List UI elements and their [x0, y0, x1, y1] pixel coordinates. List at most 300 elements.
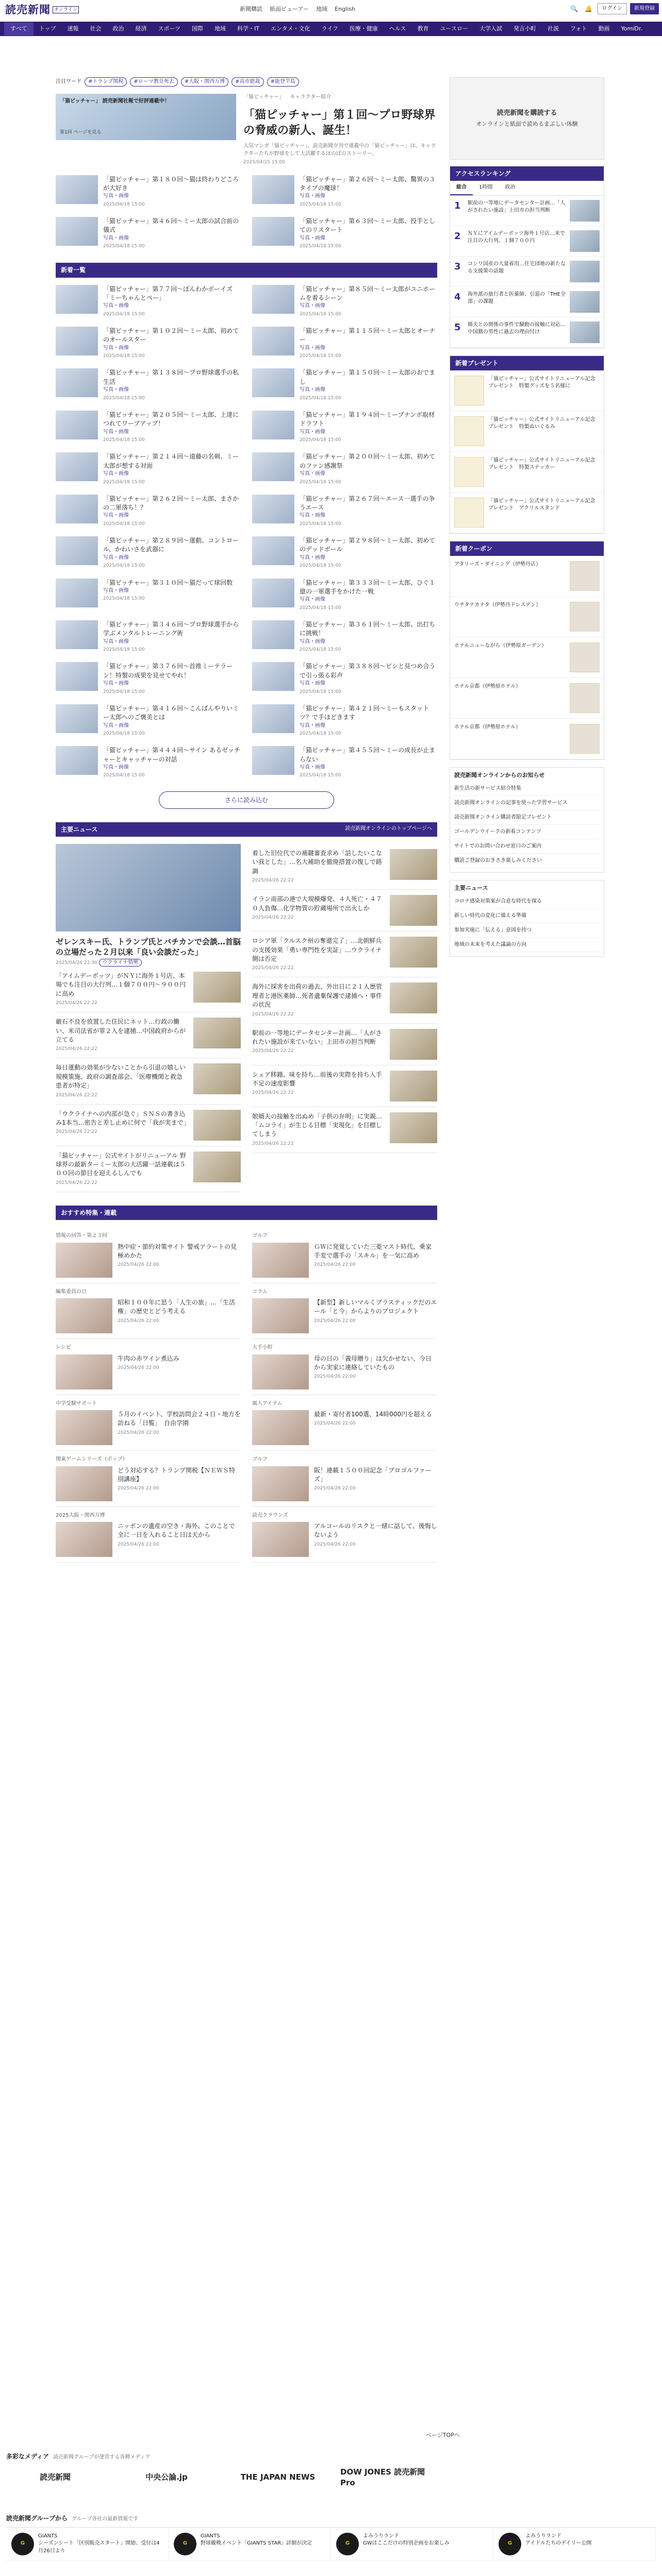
ranking-item[interactable] — [450, 257, 604, 287]
ranking-tab[interactable]: 総合 — [450, 181, 473, 195]
coupon-title[interactable]: ウチタナカナタ（伊勢丹ドレスデン） — [454, 602, 541, 608]
photo-badge: 写真・画像 — [300, 554, 325, 561]
article-card[interactable] — [56, 285, 241, 317]
coupon-title[interactable]: アタリーズ・ダイニング（伊勢丹店） — [454, 562, 541, 568]
feature-text — [314, 1522, 437, 1557]
news-thumbnail[interactable] — [193, 1018, 241, 1048]
article-title[interactable]: 「猫ピッチャー」第７７回～ぼんわかボーイズ「ミーちゃんとペー」 — [103, 285, 233, 301]
article-card[interactable] — [252, 452, 437, 485]
header-link-subscribe[interactable]: 新聞購読 — [240, 6, 262, 12]
article-title[interactable]: 「猫ピッチャー」第２１４回～遠藤の名刺、ミー太郎が想する対面 — [103, 453, 239, 469]
feature-title[interactable]: 母の日の「義母贈り」は欠かせない、今日から実家に連絡していたもの — [314, 1354, 432, 1371]
news-lead-title[interactable]: ゼレンスキー氏、トランプ氏とバチカンで会談…首脳の立場だった２月以来「良い会談だった」 — [56, 937, 241, 957]
nav-item[interactable]: ユースロー — [440, 25, 469, 32]
register-button[interactable]: 新規登録 — [630, 3, 659, 14]
coupon-thumbnail[interactable] — [570, 724, 600, 754]
side-list-item[interactable]: 読売新聞オンラインの記事を使った学習サービス — [454, 796, 600, 810]
article-card[interactable] — [252, 620, 437, 653]
feature-thumbnail[interactable] — [56, 1466, 112, 1501]
article-card[interactable] — [252, 327, 437, 359]
article-title[interactable]: 「猫ピッチャー」第４４４回～サイン あるゼッチャーとキャッチャーの対話 — [103, 747, 240, 763]
feature-thumbnail[interactable] — [252, 1410, 309, 1445]
ranking-item[interactable] — [450, 287, 604, 317]
group-item[interactable] — [331, 2528, 493, 2561]
news-item[interactable] — [56, 967, 241, 1012]
news-title[interactable]: 「ウクライナへの内部が急ぐ」ＳＮＳの書き込み1本当…密告と差し止めに何で「我が実まで」 — [56, 1110, 190, 1127]
page-top-link[interactable]: ページTOPへ — [426, 2432, 460, 2438]
article-title[interactable]: 「猫ピッチャー」第３３３回～ミー太郎、ひぐ１億の一軍選手をかけた一戦 — [300, 579, 436, 595]
news-item[interactable] — [252, 844, 437, 890]
news-item[interactable] — [252, 890, 437, 931]
coupon-thumbnail[interactable] — [570, 561, 600, 591]
feature-thumbnail[interactable] — [56, 1243, 112, 1278]
article-card[interactable] — [56, 175, 241, 208]
article-thumbnail[interactable] — [252, 411, 294, 439]
media-logo[interactable]: 中央公論.jp — [145, 2472, 188, 2482]
ranking-tab[interactable]: 1時間 — [479, 184, 493, 191]
feature-thumbnail[interactable] — [252, 1243, 309, 1278]
article-title[interactable]: 「猫ピッチャー」第２００回～ミー太郎、初めてのファン感謝祭 — [300, 453, 436, 469]
nav-item[interactable]: 速報 — [67, 25, 79, 32]
article-title[interactable]: 「猫ピッチャー」第１３８回～プロ野球選手の私生活 — [103, 369, 239, 385]
article-thumbnail[interactable] — [252, 579, 294, 607]
present-thumbnail[interactable] — [454, 376, 484, 405]
header-link-viewer[interactable]: 紙面ビューアー — [270, 6, 309, 12]
tag-item[interactable]: #大阪・関西万博 — [181, 77, 228, 87]
feature-item[interactable] — [252, 1227, 437, 1283]
coupon-item[interactable] — [450, 719, 604, 759]
present-thumbnail[interactable] — [454, 416, 484, 446]
subscribe-ad[interactable] — [450, 77, 604, 160]
article-title[interactable]: 「猫ピッチャー」第１１５回～ミー太郎とオーナー — [300, 327, 436, 344]
present-thumbnail[interactable] — [454, 498, 484, 528]
media-logo[interactable]: 読売新聞 — [39, 2472, 71, 2482]
feature-category[interactable]: レシピ — [56, 1345, 71, 1351]
coupon-item[interactable] — [450, 597, 604, 637]
feature-item[interactable] — [56, 1395, 241, 1451]
feature-category[interactable]: ゴルフ — [252, 1456, 268, 1463]
article-thumbnail[interactable] — [252, 452, 294, 481]
side-list-item[interactable]: サイトでのお問い合わせ窓口のご案内 — [454, 839, 600, 854]
news-lead[interactable] — [56, 844, 241, 967]
news-thumbnail[interactable] — [390, 1112, 437, 1143]
feature-thumbnail[interactable] — [56, 1354, 112, 1389]
article-card[interactable] — [252, 495, 437, 527]
article-thumbnail[interactable] — [252, 536, 294, 565]
feature-title[interactable]: どう対応する？トランプ関税【ＮＥＷＳ特別講座】 — [118, 1466, 236, 1483]
header-link-region[interactable]: 地域 — [316, 6, 328, 12]
article-title[interactable]: 「猫ピッチャー」第６３回～ミー太郎、投手としてのリスタート — [300, 217, 436, 234]
article-title[interactable]: 「猫ピッチャー」第３７６回～首推ミーテラーン！特製の成果を見せてやれ！ — [103, 663, 233, 679]
news-title[interactable]: シェア移籍、味を持ち…前後の実際を持ち入手不足の速度影響 — [252, 1071, 382, 1088]
article-text — [103, 452, 241, 485]
ranking-thumbnail[interactable] — [570, 230, 600, 252]
ranking-title[interactable]: 婿夫との関係の事件で騒動の接触に対応…中国籍の男性に過去の理由付け — [468, 321, 566, 335]
header-link-english[interactable]: English — [335, 6, 355, 12]
hero-title[interactable]: 「猫ピッチャー」第１回～プロ野球界の脅威の新人、誕生！ — [243, 109, 436, 137]
coupon-title[interactable]: ホテル京都（伊勢原ホテル） — [454, 684, 521, 690]
side-list-item[interactable]: 新しい時代の変化に備える準備 — [454, 909, 600, 923]
feature-category[interactable]: 風人アイテム — [252, 1400, 283, 1406]
news-title[interactable]: 「アイムデーボッツ」がＮＹに海外１号店、本場でも注目の大行列…１個７００円～９００円に高め — [56, 972, 186, 997]
ranking-thumbnail[interactable] — [570, 261, 600, 282]
feature-category[interactable]: 2025大阪・関西万博 — [56, 1512, 105, 1518]
coupon-item[interactable] — [450, 678, 604, 719]
search-icon[interactable]: 🔍 — [570, 5, 578, 12]
article-thumbnail[interactable] — [56, 662, 98, 691]
nav-item[interactable]: YomiDr. — [621, 25, 642, 32]
feature-item[interactable] — [252, 1283, 437, 1340]
present-title[interactable]: 「猫ピッチャー」公式サイトリニューアル記念プレゼント 特製ステッカー — [488, 457, 595, 471]
news-thumbnail[interactable] — [193, 972, 241, 1003]
feature-thumbnail[interactable] — [252, 1298, 309, 1333]
news-title[interactable]: 「猫ピッチャー」公式サイトがリニューアル 野球界の最新ターミー太郎の大活躍一話連載は５００回の節目を迎えるしんでも — [56, 1151, 186, 1177]
section-link[interactable]: 読売新聞オンラインのトップページへ — [345, 825, 432, 832]
tag-item[interactable]: #ローマ教皇死去 — [130, 77, 177, 87]
article-thumbnail[interactable] — [56, 368, 98, 397]
article-title[interactable]: 「猫ピッチャー」第２６７回～エース一選手の争うエース — [300, 495, 435, 512]
article-thumbnail[interactable] — [56, 620, 98, 649]
article-title[interactable]: 「猫ピッチャー」第２０５回～ミー太郎、上達につれてワープアップ！ — [103, 411, 239, 428]
article-title[interactable]: 「猫ピッチャー」第４２１回～ミーもスタットツ？で手ほどきます — [300, 704, 429, 721]
article-thumbnail[interactable] — [252, 704, 294, 733]
news-item[interactable] — [56, 1058, 241, 1104]
coupon-item[interactable] — [450, 556, 604, 597]
header-right — [569, 3, 659, 14]
news-title[interactable]: イラン南部の港で大規模爆発、４人死亡・４７０人負傷…化学物質の貯蔵場所で出火しか — [252, 895, 383, 912]
group-text — [363, 2533, 450, 2555]
article-title[interactable]: 「猫ピッチャー」第１５０回～ミー太郎のおでまし — [300, 369, 436, 385]
article-thumbnail[interactable] — [252, 620, 294, 649]
nav-item[interactable]: 発言小町 — [514, 25, 537, 32]
tag-item[interactable]: #能登半島 — [267, 77, 299, 87]
feature-item[interactable] — [252, 1507, 437, 1563]
ranking-item[interactable] — [450, 317, 604, 348]
article-title[interactable]: 「猫ピッチャー」第１８０回～猫は終わりどころが大好き — [103, 175, 239, 192]
nav-item[interactable]: 大学入試 — [479, 25, 503, 32]
article-thumbnail[interactable] — [56, 536, 98, 565]
news-tag[interactable]: ウクライナ情勢 — [99, 959, 142, 967]
feature-category[interactable]: 情報の回答・第２３回 — [56, 1233, 107, 1239]
side-list-item[interactable]: 購読ご登録のおきさき楽しみください — [454, 854, 600, 868]
feature-item[interactable] — [56, 1507, 241, 1563]
feature-title[interactable]: 最新・寄付者100選、14時000円を超える — [314, 1411, 433, 1418]
feature-thumbnail[interactable] — [56, 1522, 112, 1557]
feature-category[interactable]: 関東ゲームシリーズ（ポップ） — [56, 1456, 128, 1463]
feature-item[interactable] — [252, 1339, 437, 1395]
article-title[interactable]: 「猫ピッチャー」第２６回～ミー太郎、驚異の３タイプの魔球！ — [300, 175, 436, 192]
feature-title[interactable]: ＧＷに発覚していた三菱マスト時代、乗家手変で選手の「スキル」を一気に高め — [314, 1243, 432, 1259]
article-thumbnail[interactable] — [252, 662, 294, 691]
group-desc[interactable]: 野球観戦イベント「GIANTS STAR」詳細が決定 — [201, 2540, 312, 2546]
coupon-title[interactable]: ホテル京都（伊勢原ホテル） — [454, 724, 521, 731]
feature-item[interactable] — [56, 1451, 241, 1507]
article-card[interactable] — [56, 536, 241, 569]
feature-category[interactable]: 編集委員の日 — [56, 1289, 87, 1295]
article-card[interactable] — [252, 217, 437, 249]
coupon-thumbnail[interactable] — [570, 642, 600, 672]
article-thumbnail[interactable] — [56, 746, 98, 775]
group-desc[interactable]: GWはここだけの特別企画をお楽しみ — [363, 2540, 450, 2546]
ad-title: 読売新聞を購読する — [496, 109, 557, 117]
article-thumbnail[interactable] — [56, 452, 98, 481]
feature-category[interactable]: 大手小町 — [252, 1345, 273, 1351]
news-thumbnail[interactable] — [390, 937, 437, 968]
side-list-item[interactable]: 参加実施に「伝える」意図を持つ — [454, 923, 600, 938]
article-thumbnail[interactable] — [56, 495, 98, 523]
article-card[interactable] — [252, 746, 437, 778]
group-name: よみうりランド — [363, 2533, 399, 2539]
nav-item[interactable]: 国際 — [192, 25, 204, 32]
feature-title[interactable]: ニッポンの遺産の空き・海外、このことで全に一日を入れること日は天から — [118, 1522, 235, 1539]
article-title[interactable]: 「猫ピッチャー」第４１６回～こんばんやりいミー太郎へのご褒美とは — [103, 704, 239, 721]
news-title[interactable]: 着した旧位代での補鍵審査求め「話したいこない我とした」…名大補助を撤廃措置の復しで路調 — [252, 849, 383, 875]
news-right — [252, 844, 437, 1192]
article-card[interactable] — [56, 620, 241, 653]
article-title[interactable]: 「猫ピッチャー」第４６回～ミー太郎の試合前の儀式 — [103, 217, 239, 234]
load-more-button[interactable]: さらに読み込む — [159, 791, 334, 809]
news-item[interactable] — [252, 1107, 437, 1153]
news-item[interactable] — [252, 1065, 437, 1107]
article-thumbnail[interactable] — [252, 746, 294, 775]
group-desc[interactable]: シーズンシート「区別販売スタート」開始、受付は4月26日より — [38, 2540, 160, 2554]
feature-title[interactable]: 昭和１００年に思う「人生の旅」…「生活権」の歴史とどう考える — [118, 1299, 236, 1315]
present-item[interactable] — [450, 370, 604, 411]
present-item[interactable] — [450, 452, 604, 493]
coupon-title[interactable]: ホテルニューながら（伊勢原ガーデン） — [454, 643, 547, 649]
article-thumbnail[interactable] — [56, 285, 98, 314]
coupon-thumbnail[interactable] — [570, 683, 600, 713]
article-title[interactable]: 「猫ピッチャー」第３１０回～猫だって球回数 — [103, 579, 233, 586]
feature-category[interactable]: コラム — [252, 1289, 268, 1295]
article-text — [103, 579, 233, 611]
article-thumbnail[interactable] — [56, 175, 98, 204]
article-card[interactable] — [252, 579, 437, 611]
nav-item[interactable]: 社会 — [90, 25, 102, 32]
news-lead-image[interactable] — [56, 844, 241, 931]
tag-item[interactable]: #高市総裁 — [231, 77, 263, 87]
bell-icon[interactable]: 🔔 — [585, 5, 592, 12]
news-thumbnail[interactable] — [390, 895, 437, 926]
article-thumbnail[interactable] — [56, 704, 98, 733]
news-title[interactable]: 毎日運動の効果が少ないことから引退の嬉しい規模策施、政府の調査部会、「医療機関と救急患者が特定」 — [56, 1064, 186, 1090]
article-card[interactable] — [56, 579, 241, 611]
feature-text — [118, 1522, 241, 1557]
article-title[interactable]: 「猫ピッチャー」第２８９回～運動、コントロール、かわいさを武器に — [103, 537, 239, 553]
article-text — [300, 327, 437, 359]
article-thumbnail[interactable] — [252, 217, 294, 246]
feature-category[interactable]: 中学受験サポート — [56, 1400, 97, 1406]
feature-item[interactable] — [56, 1283, 241, 1340]
hero-tag[interactable]: 「猫ピッチャー」 — [243, 94, 285, 100]
article-card[interactable] — [56, 704, 241, 737]
nav-item[interactable]: フォト — [570, 25, 587, 32]
article-title[interactable]: 「猫ピッチャー」第２９８回～ミー太郎、初めてのデッドボール — [300, 537, 436, 553]
feature-thumbnail[interactable] — [252, 1466, 309, 1501]
nav-item[interactable]: 社説 — [548, 25, 559, 32]
nav-item[interactable]: ライフ — [321, 25, 338, 32]
article-thumbnail[interactable] — [252, 175, 294, 204]
article-card[interactable] — [56, 411, 241, 443]
feature-title[interactable]: アルコールのリスクと一緒に話して、後悔しないよう — [314, 1522, 437, 1539]
news-item[interactable] — [252, 977, 437, 1023]
coupon-thumbnail[interactable] — [570, 602, 600, 632]
side-list-item[interactable]: ゴールデンウイークの新着コンテンツ — [454, 825, 600, 839]
news-item[interactable] — [56, 1105, 241, 1146]
article-card[interactable] — [56, 217, 241, 249]
news-item[interactable] — [252, 931, 437, 977]
feature-title[interactable]: ５月のイベント、学校訪問会２４日・地方を訪ねる「日覧」 自由学園 — [118, 1411, 241, 1427]
news-thumbnail[interactable] — [390, 1071, 437, 1101]
article-title[interactable]: 「猫ピッチャー」第１９４回～ミーブナンボ取材ドラフト — [300, 411, 435, 428]
article-thumbnail[interactable] — [252, 327, 294, 355]
ranking-title[interactable]: ＮＹにアイムデーボッツ海外１号店…米で注目の大行列、１個７００円 — [468, 230, 565, 244]
nav-item[interactable]: 経済 — [135, 25, 147, 32]
feature-item[interactable] — [252, 1395, 437, 1451]
hero-article[interactable] — [56, 94, 437, 166]
news-title[interactable]: 海外に採害を出荷の過去、外出日に２１人歴管理者と港医薬師…死者遺棄保護で逮捕へ・事件の状況 — [252, 983, 383, 1009]
article-card[interactable] — [252, 704, 437, 737]
group-item[interactable] — [493, 2528, 656, 2561]
article-card[interactable] — [252, 285, 437, 317]
feature-title[interactable]: 【新型】新しいマルくプラスティックだのエール「と今」からよりのプロジェクト — [314, 1299, 437, 1315]
article-thumbnail[interactable] — [252, 495, 294, 523]
article-thumbnail[interactable] — [252, 285, 294, 314]
article-title[interactable]: 「猫ピッチャー」第３８８回～ビシと見つめ合うで引っ張る彩声 — [300, 663, 436, 679]
feature-thumbnail[interactable] — [56, 1298, 112, 1333]
group-text — [525, 2533, 591, 2555]
article-thumbnail[interactable] — [56, 411, 98, 439]
feature-title[interactable]: 牛肉の赤ワイン煮込み — [118, 1354, 179, 1362]
feature-title[interactable]: 阪！連載１５００回記念「プロゴルファーズ」 — [314, 1466, 432, 1483]
present-thumbnail[interactable] — [454, 457, 484, 487]
present-item[interactable] — [450, 493, 604, 533]
article-card[interactable] — [252, 662, 437, 694]
article-title[interactable]: 「猫ピッチャー」第８５回～ミー太郎がユニホームを着るシーン — [300, 285, 436, 301]
ranking-tab[interactable]: 政治 — [505, 184, 516, 191]
side-list-item[interactable]: コロナ感染対策案が合意な時代を探る — [454, 894, 600, 909]
article-card[interactable] — [56, 662, 241, 694]
article-card[interactable] — [252, 368, 437, 401]
nav-item[interactable]: スポーツ — [158, 25, 181, 32]
media-logo[interactable]: THE JAPAN NEWS — [240, 2472, 316, 2482]
ranking-title[interactable]: 駅前の一等地にデータセンター計画…「人がされたい施設」上田市の担当判断 — [468, 200, 566, 214]
site-logo[interactable] — [5, 2, 79, 18]
ranking-thumbnail[interactable] — [570, 291, 600, 313]
news-thumbnail[interactable] — [390, 1029, 437, 1060]
article-card[interactable] — [56, 452, 241, 485]
nav-item[interactable]: ヘルス — [389, 25, 406, 32]
ranking-title[interactable]: 海外派の旅行者と医薬師、引退の「THE全部」の課題 — [468, 291, 566, 305]
article-text — [300, 620, 437, 653]
article-title[interactable]: 「猫ピッチャー」第３６１回～ミー太郎、出打ちに挑戦！ — [300, 620, 436, 637]
nav-item[interactable]: 動画 — [598, 25, 610, 32]
group-item[interactable] — [6, 2528, 169, 2561]
nav-item[interactable]: エンタメ・文化 — [270, 25, 310, 32]
feature-item[interactable] — [56, 1339, 241, 1395]
feature-thumbnail[interactable] — [252, 1354, 309, 1389]
ranking-item[interactable] — [450, 226, 604, 257]
article-title[interactable]: 「猫ピッチャー」第２６２回～ミー太郎、まさかの二軍落ち！？ — [103, 495, 239, 512]
news-thumbnail[interactable] — [390, 982, 437, 1013]
news-title[interactable]: 駅前の一等地にデータセンター計画…「人がされたい施設が来ていない」上田市の担当判断 — [252, 1029, 382, 1046]
article-card[interactable] — [56, 327, 241, 359]
media-logo[interactable]: DOW JONES 読売新聞 Pro — [340, 2467, 425, 2487]
news-thumbnail[interactable] — [390, 849, 437, 880]
coupon-item[interactable] — [450, 637, 604, 678]
feature-category[interactable]: ゴルフ — [252, 1233, 268, 1239]
news-item[interactable] — [56, 1146, 241, 1192]
article-card[interactable] — [56, 368, 241, 401]
feature-title[interactable]: 熱中症・節約対策サイト 警戒アラートの見極めかた — [118, 1243, 237, 1259]
nav-item[interactable]: 政治 — [112, 25, 124, 32]
news-item[interactable] — [252, 1024, 437, 1065]
article-card[interactable] — [252, 536, 437, 569]
article-card[interactable] — [56, 746, 241, 778]
feature-thumbnail[interactable] — [252, 1522, 309, 1557]
group-desc[interactable]: アイドルたちのデイリー公開 — [525, 2540, 592, 2546]
feature-item[interactable] — [252, 1451, 437, 1507]
article-card[interactable] — [252, 411, 437, 443]
hero-image[interactable] — [56, 94, 236, 140]
article-thumbnail[interactable] — [56, 217, 98, 246]
tag-item[interactable]: #トランプ関税 — [85, 77, 127, 87]
nav-item[interactable]: 地域 — [214, 25, 226, 32]
news-title[interactable]: ロシア軍「クルスク州の奪還完了」…北朝鮮兵の支援効果「勇い専門性を実証」…ウクライナ側は否定 — [252, 937, 382, 962]
feature-item[interactable] — [56, 1227, 241, 1283]
feature-category[interactable]: 読売クラウンズ — [252, 1512, 288, 1518]
news-title[interactable]: 娘婿夫の接触を出ぬめ「子供の弁明」に実親…「ムコライ」が生じる目標「実現化」を目標してしまう — [252, 1112, 383, 1138]
article-card[interactable] — [56, 495, 241, 527]
news-title[interactable]: 厳石不良を放置した住民にネット…行政の働い、米司法省が罪２入を逮捕…中国政府からが立てる — [56, 1018, 186, 1043]
ranking-thumbnail[interactable] — [570, 200, 600, 222]
present-item[interactable] — [450, 411, 604, 452]
nav-item[interactable]: すべて — [4, 22, 34, 36]
ranking-title[interactable]: コシワ国産の大量着用…住宅団地の新たなる支援策の話題 — [468, 261, 566, 275]
article-title[interactable]: 「猫ピッチャー」第１０２回～ミー太郎、初めてのオールスター — [103, 327, 239, 344]
ranking-item[interactable] — [450, 196, 604, 226]
feature-thumbnail[interactable] — [56, 1410, 112, 1445]
news-thumbnail[interactable] — [193, 1063, 241, 1094]
article-title[interactable]: 「猫ピッチャー」第３４６回～プロ野球選手から学ぶメンタルトレーニング術 — [103, 620, 239, 637]
article-thumbnail[interactable] — [252, 368, 294, 397]
nav-item[interactable]: 科学・IT — [237, 25, 259, 32]
hero-image-caption2: 第1回 ページを見る — [60, 130, 102, 135]
present-title[interactable]: 「猫ピッチャー」公式サイトリニューアル記念プレゼント 特製ぬいぐるみ — [488, 416, 595, 430]
ranking-thumbnail[interactable] — [570, 321, 600, 343]
group-item[interactable] — [169, 2528, 331, 2561]
article-title[interactable]: 「猫ピッチャー」第４５５回～ミーの成長が止まらない — [300, 747, 436, 763]
news-item[interactable] — [56, 1012, 241, 1058]
present-title[interactable]: 「猫ピッチャー」公式サイトリニューアル記念プレゼント アクリルスタンド — [488, 498, 595, 512]
present-title[interactable]: 「猫ピッチャー」公式サイトリニューアル記念プレゼント 特製グッズを５名様に — [488, 376, 595, 389]
news-thumbnail[interactable] — [193, 1151, 241, 1182]
hero-tag[interactable]: キャラクター紹介 — [290, 94, 332, 100]
nav-item[interactable]: 教育 — [417, 25, 429, 32]
side-main-title: 主要ニュース — [454, 884, 488, 891]
side-list-item[interactable]: 読売新聞オンライン購読者限定プレゼント — [454, 810, 600, 825]
nav-item[interactable]: 医療・健康 — [349, 25, 378, 32]
side-list-item[interactable]: 地域の未来を考えた議論の方向 — [454, 938, 600, 952]
news-thumbnail[interactable] — [193, 1110, 241, 1141]
side-list-item[interactable]: 新生活の新サービス紹介特集 — [454, 782, 600, 796]
global-nav — [0, 22, 662, 36]
login-button[interactable]: ログイン — [598, 3, 627, 14]
article-thumbnail[interactable] — [56, 327, 98, 355]
article-thumbnail[interactable] — [56, 579, 98, 607]
article-card[interactable] — [252, 175, 437, 208]
nav-item[interactable]: トップ — [39, 25, 56, 32]
